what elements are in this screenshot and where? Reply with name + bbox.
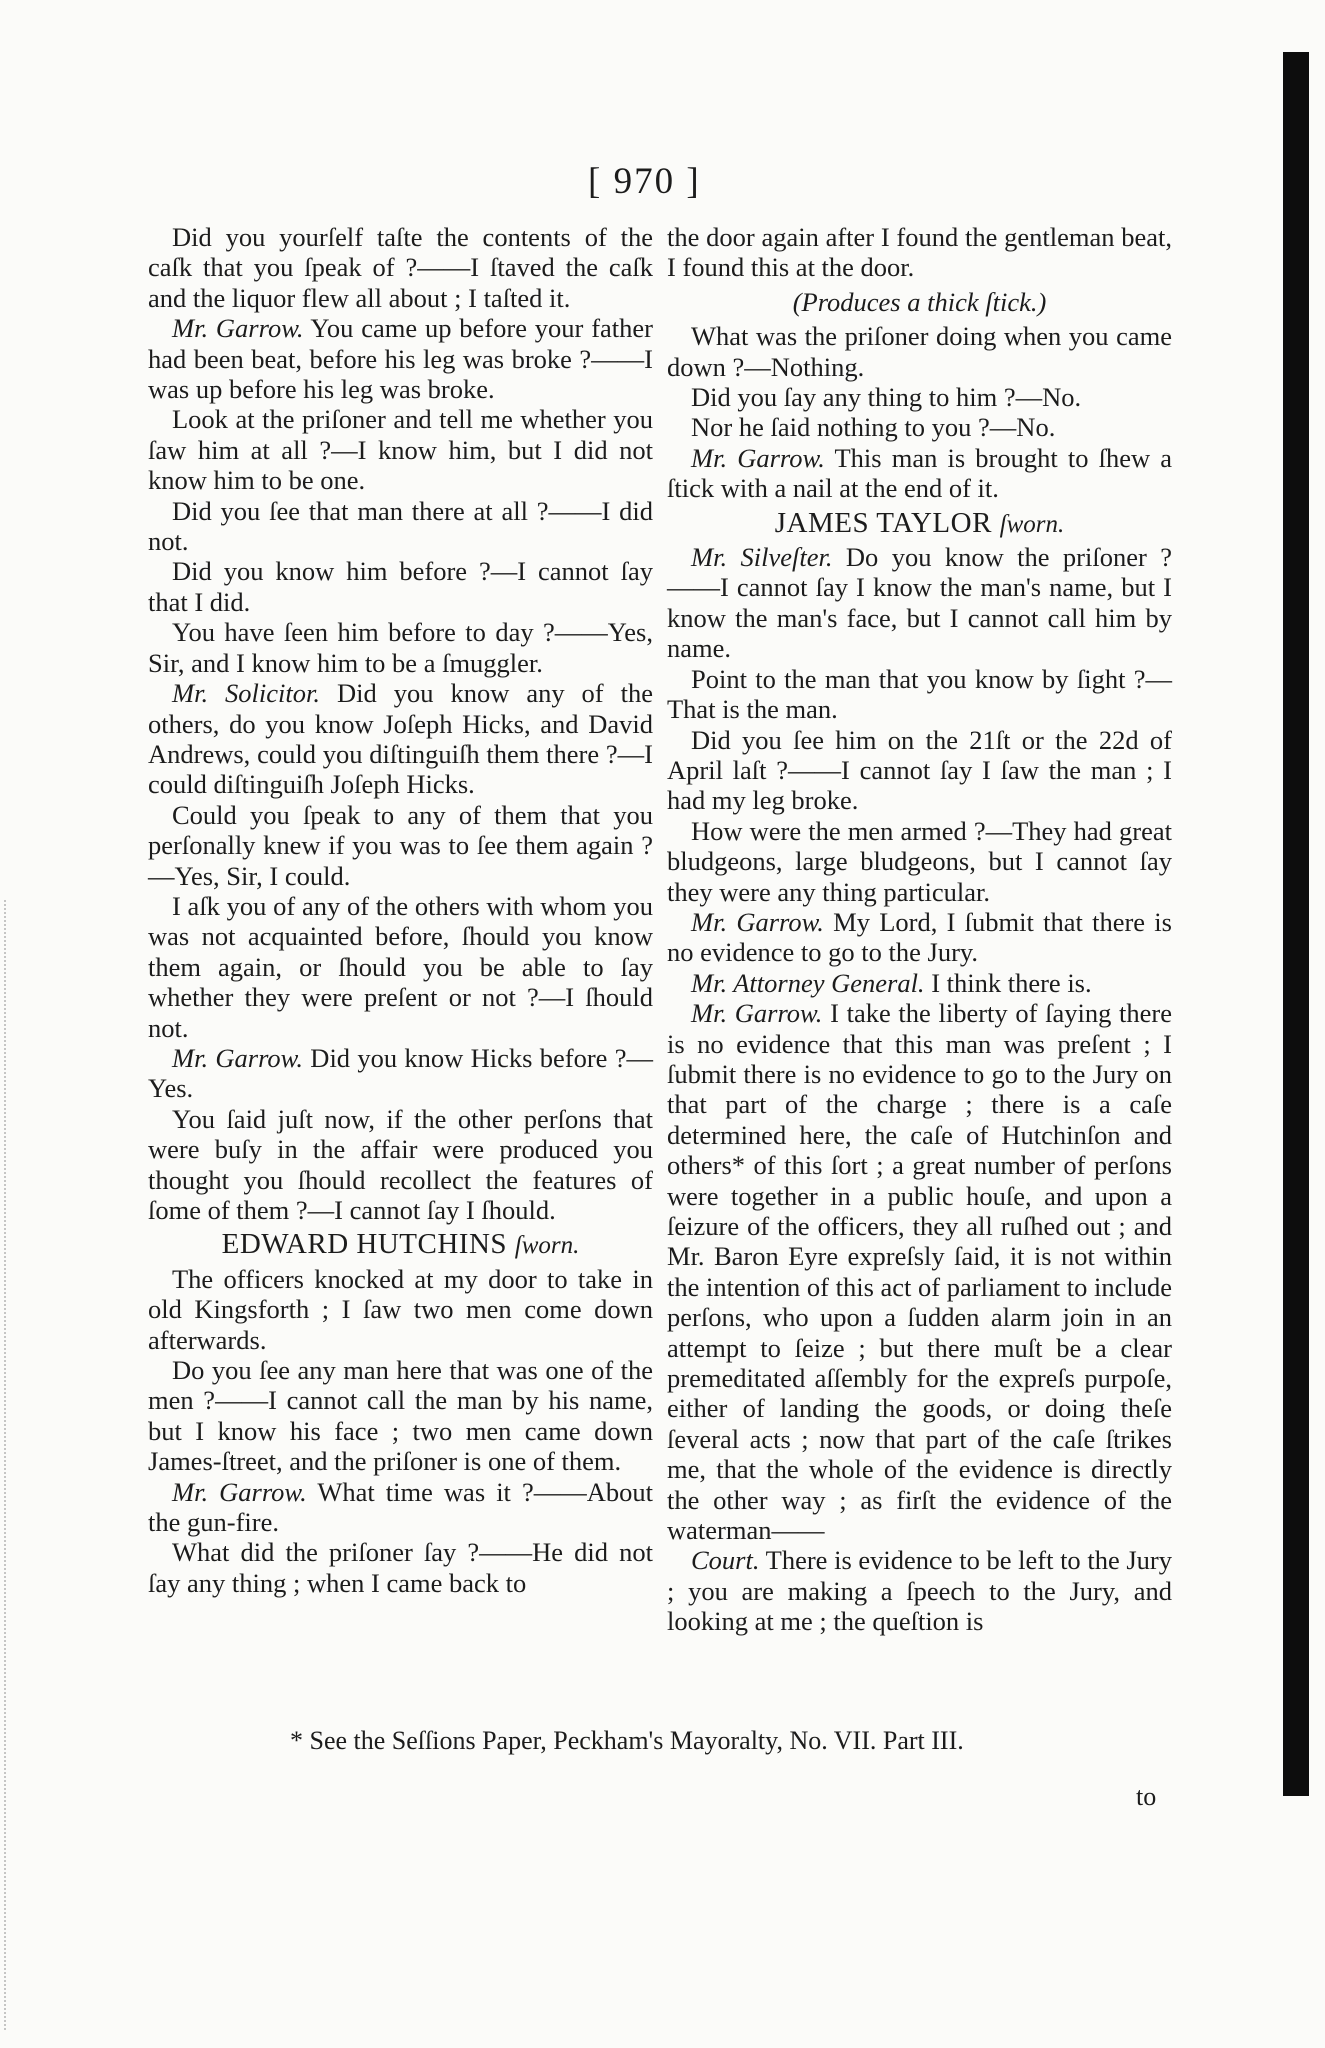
speech-text: This man is brought to ſhew a ſtick with a nail at the end of it.: [667, 442, 1172, 504]
speech-text: There is evidence to be left to the Jury ; you are making a ſpeech to the Jury, and looking at me ; the queſtion is: [667, 1545, 1172, 1637]
speaker-name: Court.: [691, 1545, 760, 1576]
speaker-paragraph: [667, 1545, 1172, 1636]
speech-text: I think there is.: [924, 967, 1092, 998]
speaker-paragraph: [667, 998, 1172, 1545]
scan-edge-shadow: [1283, 52, 1309, 1796]
speaker-name: Mr. Silveſter.: [691, 542, 833, 573]
speech-text: Do you know the priſoner ?——I cannot ſay I know the man's name, but I know the man's face, but I cannot call him by name.: [667, 542, 1172, 664]
paragraph: Did you ſee that man there at all ?——I did not.: [148, 495, 653, 557]
paragraph: What did the priſoner ſay ?——He did not ſay any thing ; when I came back to: [148, 1537, 653, 1598]
speech-text: What time was it ?——About the gun-fire.: [148, 1476, 653, 1538]
scan-margin-marks: [4, 900, 20, 2030]
paragraph: Point to the man that you know by ſight ?—That is the man.: [667, 663, 1172, 725]
speech-text: Did you know Hicks before ?—Yes.: [148, 1042, 653, 1104]
speaker-name: Mr. Solicitor.: [172, 678, 321, 709]
speaker-paragraph: [667, 907, 1172, 968]
speech-text: Did you know any of the others, do you know Joſeph Hicks, and David Andrews, could you diſtinguiſh them there ?—I could diſtinguiſh Joſeph Hicks.: [148, 678, 653, 800]
sworn-label: ſworn.: [999, 510, 1065, 538]
footnote: * See the Seſſions Paper, Peckham's Mayoralty, No. VII. Part III.: [290, 1726, 964, 1755]
witness-heading: [148, 1229, 653, 1261]
speaker-paragraph: [667, 968, 1172, 998]
speaker-paragraph: [148, 678, 653, 800]
speaker-paragraph: [148, 1043, 653, 1104]
speaker-name: Mr. Garrow.: [691, 998, 823, 1029]
speaker-paragraph: [667, 542, 1172, 664]
speaker-paragraph: [148, 1477, 653, 1538]
paragraph: You have ſeen him before to day ?——Yes, Sir, and I know him to be a ſmuggler.: [148, 617, 653, 678]
paragraph: The officers knocked at my door to take in old Kingsforth ; I ſaw two men come down afterwards.: [148, 1263, 653, 1355]
paragraph: I aſk you of any of the others with whom you was not acquainted before, ſhould you know them again, or ſhould you be able to ſay whether they were preſent or not ?—I ſhould not.: [148, 890, 653, 1043]
speaker-name: Mr. Garrow.: [172, 313, 304, 344]
paragraph: Did you ſee him on the 21ſt or the 22d of April laſt ?——I cannot ſay I ſaw the man ; I had my leg broke.: [667, 724, 1172, 816]
paragraph: Nor he ſaid nothing to you ?—No.: [691, 412, 1056, 443]
paragraph: Could you ſpeak to any of them that you perſonally knew if you was to ſee them again ?—Yes, Sir, I could.: [148, 799, 653, 891]
speech-text: I take the liberty of ſaying there is no evidence that this man was preſent ; I ſubmit there is no evidence to go to the Jury on that part of the charge ; there is a caſe determined here, the caſe of Hutchinſon and others* of this ſort ; a great number of perſons were together in a public houſe, and upon a ſeizure of the officers, they all ruſhed out ; and Mr. Baron Eyre expreſsly ſaid, it is not within the intention of this act of parliament to include perſons, who upon a ſudden alarm join in an attempt to ſeize ; but there muſt be a clear premeditated aſſembly for the expreſs purpoſe, either of landing the goods, or doing theſe ſeveral acts ; now that part of the caſe ſtrikes me, that the whole of the evidence is directly the other way ; as firſt the evidence of the waterman——: [667, 998, 1172, 1546]
speaker-name: Mr. Garrow.: [691, 442, 825, 473]
speaker-name: Mr. Attorney General.: [691, 967, 925, 998]
catchword: to: [1136, 1782, 1157, 1811]
page-number: [ 970 ]: [588, 161, 701, 202]
speaker-name: Mr. Garrow.: [172, 1476, 307, 1507]
paragraph: Do you ſee any man here that was one of the men ?——I cannot call the man by his name, but I know his face ; two men came down James-ſtreet, and the priſoner is one of them.: [148, 1355, 653, 1477]
stage-direction: (Produces a thick ſtick.): [792, 286, 1047, 317]
paragraph: Did you ſay any thing to him ?—No.: [691, 382, 1082, 413]
paragraph: Look at the priſoner and tell me whether you ſaw him at all ?—I know him, but I did not know him to be one.: [148, 404, 653, 496]
continued-paragraph: the door again after I found the gentleman beat, I found this at the door.: [667, 222, 1172, 283]
speech-text: My Lord, I ſubmit that there is no evidence to go to the Jury.: [667, 906, 1172, 968]
witness-heading: [667, 508, 1172, 540]
paragraph: Did you know him before ?—I cannot ſay that I did.: [148, 556, 653, 617]
left-column: [148, 222, 653, 1598]
witness-name: EDWARD HUTCHINS: [221, 1228, 508, 1261]
speaker-name: Mr. Garrow.: [691, 906, 824, 937]
sworn-label: ſworn.: [514, 1232, 580, 1260]
paragraph: How were the men armed ?—They had great bludgeons, large bludgeons, but I cannot ſay they were any thing particular.: [667, 815, 1172, 907]
witness-name: JAMES TAYLOR: [774, 506, 992, 539]
paragraph: Did you yourſelf taſte the contents of the caſk that you ſpeak of ?——I ſtaved the caſk and the liquor flew all about ; I taſted it.: [148, 222, 653, 313]
paragraph: What was the priſoner doing when you came down ?—Nothing.: [667, 321, 1172, 382]
speech-text: You came up before your father had been beat, before his leg was broke ?——I was up before his leg was broke.: [148, 313, 653, 405]
right-column: [667, 222, 1172, 1637]
speaker-paragraph: [667, 443, 1172, 504]
speaker-paragraph: [148, 313, 653, 404]
speaker-name: Mr. Garrow.: [172, 1042, 303, 1073]
paragraph: You ſaid juſt now, if the other perſons that were buſy in the affair were produced you thought you ſhould recollect the features of ſome of them ?—I cannot ſay I ſhould.: [148, 1103, 653, 1225]
